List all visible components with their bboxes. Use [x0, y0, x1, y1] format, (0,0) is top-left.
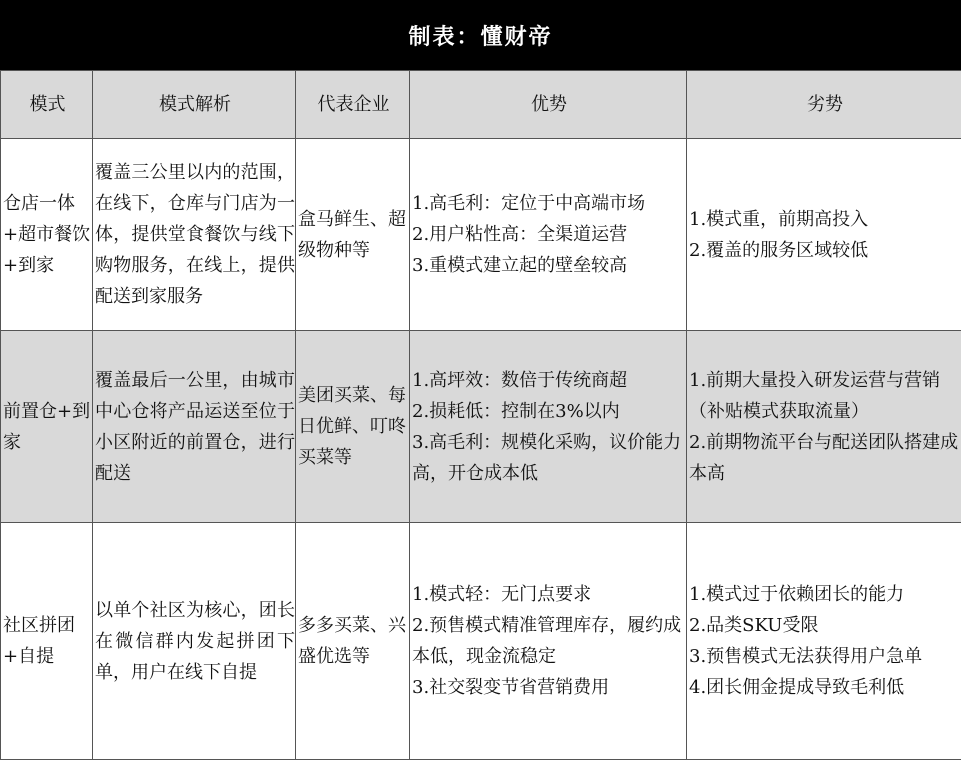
table-title: 制表：懂财帝 [0, 0, 961, 70]
pros-item: 2.预售模式精准管理库存，履约成本低，现金流稳定 [412, 615, 682, 667]
cell-analysis: 覆盖最后一公里，由城市中心仓将产品运送至位于小区附近的前置仓，进行配送 [93, 331, 296, 523]
cons-item: 1.模式重，前期高投入 [689, 208, 869, 230]
table-row [1, 331, 961, 523]
cell-analysis: 以单个社区为核心，团长在微信群内发起拼团下单，用户在线下自提 [93, 523, 296, 760]
cons-item: 2.品类SKU受限 [689, 615, 819, 636]
cell-pros [410, 331, 687, 523]
cell-pros [410, 523, 687, 760]
cell-companies: 美团买菜、每日优鲜、叮咚买菜等 [296, 331, 410, 523]
cell-pros [410, 139, 687, 331]
pros-item: 2.用户粘性高：全渠道运营 [412, 224, 628, 245]
cons-item: 1.模式过于依赖团长的能力 [689, 584, 905, 605]
header-pros: 优势 [410, 71, 687, 139]
table-row [1, 139, 961, 331]
pros-item: 3.社交裂变节省营销费用 [412, 677, 610, 698]
cell-analysis: 覆盖三公里以内的范围，在线下，仓库与门店为一体，提供堂食餐饮与线下购物服务，在线上，提供配送到家服务 [93, 139, 296, 331]
cons-item: 3.预售模式无法获得用户急单 [689, 646, 923, 667]
pros-item: 2.损耗低：控制在3%以内 [412, 400, 620, 422]
comparison-table [0, 70, 961, 760]
header-analysis: 模式解析 [93, 71, 296, 139]
cell-companies: 盒马鲜生、超级物种等 [296, 139, 410, 331]
cons-item: 1.前期大量投入研发运营与营销（补贴模式获取流量） [689, 369, 941, 422]
cell-cons [687, 331, 961, 523]
cell-companies: 多多买菜、兴盛优选等 [296, 523, 410, 760]
pros-item: 1.模式轻：无门点要求 [412, 584, 592, 605]
header-mode: 模式 [1, 71, 93, 139]
pros-item: 3.高毛利：规模化采购，议价能力高，开仓成本低 [412, 431, 682, 484]
cell-cons [687, 523, 961, 760]
cell-cons [687, 139, 961, 331]
cons-item: 2.覆盖的服务区域较低 [689, 239, 869, 261]
header-companies: 代表企业 [296, 71, 410, 139]
pros-item: 1.高坪效：数倍于传统商超 [412, 369, 628, 391]
header-row [1, 71, 961, 139]
cons-item: 2.前期物流平台与配送团队搭建成本高 [689, 431, 959, 484]
pros-item: 1.高毛利：定位于中高端市场 [412, 193, 646, 214]
cons-item: 4.团长佣金提成导致毛利低 [689, 677, 905, 698]
pros-item: 3.重模式建立起的壁垒较高 [412, 255, 628, 276]
header-cons: 劣势 [687, 71, 961, 139]
cell-mode: 社区拼团+自提 [1, 523, 93, 760]
cell-mode: 仓店一体+超市餐饮+到家 [1, 139, 93, 331]
table-row [1, 523, 961, 760]
cell-mode: 前置仓+到家 [1, 331, 93, 523]
